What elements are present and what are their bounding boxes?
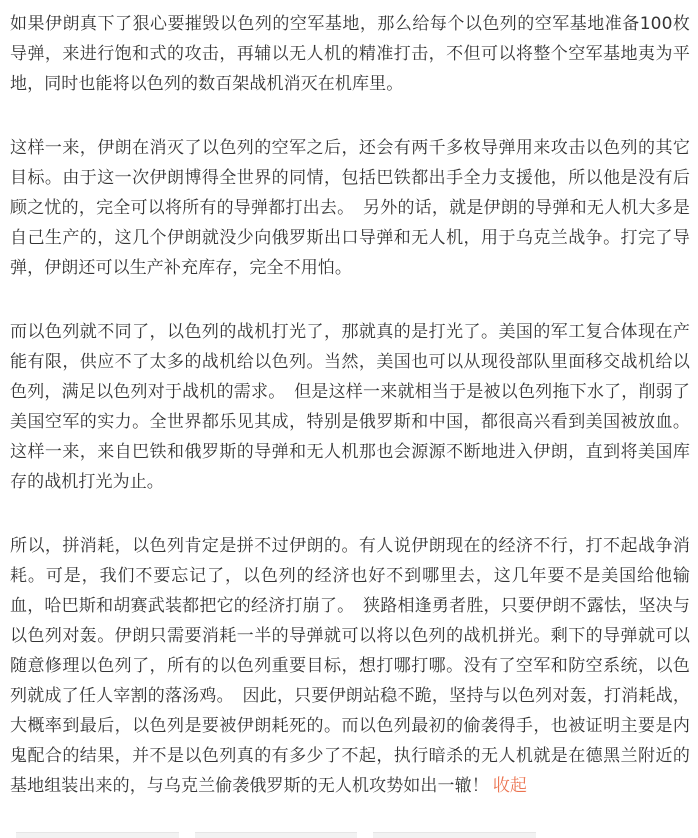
article-paragraph-1: 如果伊朗真下了狠心要摧毁以色列的空军基地，那么给每个以色列的空军基地准备100枚导弹，来进行饱和式的攻击，再辅以无人机的精准打击，不但可以将整个空军基地夷为平地，同时也能将以色列的数百架战机消灭在机库里。 xyxy=(10,14,690,94)
footer-image-strip xyxy=(16,832,536,838)
article-paragraph-4 xyxy=(10,531,690,801)
article-body xyxy=(10,9,690,801)
collapse-link[interactable]: 收起 xyxy=(492,776,528,796)
footer-thumb-3 xyxy=(373,832,536,838)
article-paragraph-4-text: 所以，拼消耗，以色列肯定是拼不过伊朗的。有人说伊朗现在的经济不行，打不起战争消耗。可是，我们不要忘记了，以色列的经济也好不到哪里去，这几年要不是美国给他输血，哈巴斯和胡赛武装都把它的经济打崩了。 狭路相逢勇者胜，只要伊朗不露怯，坚决与以色列对轰。伊朗只需要消耗一半的导弹就可以将以色列的战机拼光。剩下的导弹就可以随意修理以色列了，所有的以色列重要目标，想打哪打哪。没有了空军和防空系统，以色列就成了任人宰割的落汤鸡。 因此，只要伊朗站稳不跪，坚持与以色列对轰，打消耗战，大概率到最后，以色列是要被伊朗耗死的。而以色列最初的偷袭得手，也被证明主要是内鬼配合的结果，并不是以色列真的有多少了不起，执行暗杀的无人机就是在德黑兰附近的基地组装出来的，与乌克兰偷袭俄罗斯的无人机攻势如出一辙！ xyxy=(10,536,690,796)
footer-thumb-2 xyxy=(195,832,358,838)
article-paragraph-2: 这样一来，伊朗在消灭了以色列的空军之后，还会有两千多枚导弹用来攻击以色列的其它目标。由于这一次伊朗博得全世界的同情，包括巴铁都出手全力支援他，所以他是没有后顾之忧的，完全可以将所有的导弹都打出去。 另外的话，就是伊朗的导弹和无人机大多是自己生产的，这几个伊朗就没少向俄罗斯出口导弹和无人机，用于乌克兰战争。打完了导弹，伊朗还可以生产补充库存，完全不用怕。 xyxy=(10,138,690,278)
article-paragraph-3: 而以色列就不同了，以色列的战机打光了，那就真的是打光了。美国的军工复合体现在产能有限，供应不了太多的战机给以色列。当然，美国也可以从现役部队里面移交战机给以色列，满足以色列对于战机的需求。 但是这样一来就相当于是被以色列拖下水了，削弱了美国空军的实力。全世界都乐见其成，特别是俄罗斯和中国，都很高兴看到美国被放血。这样一来，来自巴铁和俄罗斯的导弹和无人机那也会源源不断地进入伊朗，直到将美国库存的战机打光为止。 xyxy=(10,322,690,492)
footer-thumb-1 xyxy=(16,832,179,838)
